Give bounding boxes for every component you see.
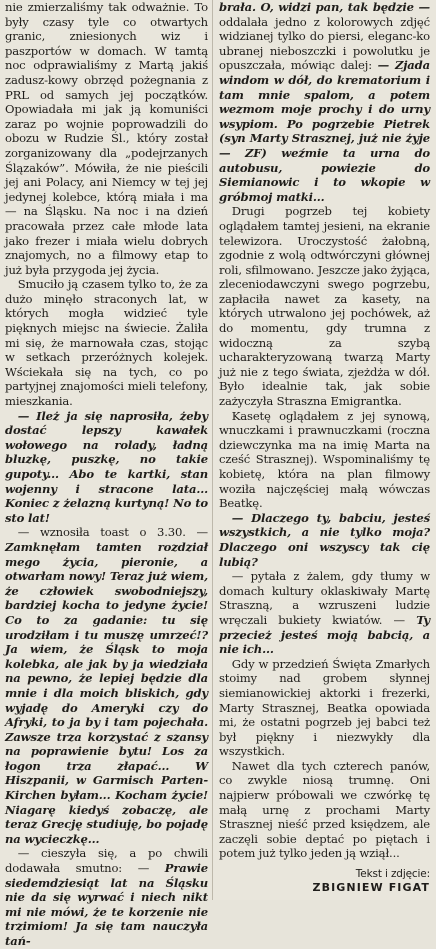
text-run: Drugi pogrzeb tej kobiety oglądałem tamtej jesieni, na ekranie telewizora. Uroczystość żałobną, zgodnie z wolą odtwórczyni głównej roli, sfilmowano. Jeszcze jako żyjąca, zleceniodawczyni swego pogrzebu, zapłaciła nawet za kasety, na których utrwalono jej pochówek, aż do momentu, gdy trumna z widoczną za szybą ucharakteryzowaną twarzą Marty już nie z tego świata, zjeżdża w dół. Było idealnie tak, jak sobie zażyczyła Straszna Emigrantka. [219, 204, 430, 409]
paragraph [219, 759, 430, 861]
text-run: oddalała jedno z kolorowych zdjęć widzianej tylko do piersi, eleganc-ko ubranej nieboszczki i powolutku je opuszczała, mówiąc dalej: [219, 14, 430, 73]
text-run: — cieszyła się, a po chwili dodawała smutno: — [5, 846, 208, 876]
text-run: — Zjada windom w dół, do krematorium i tam mnie spalom, a potem wezmom moje prochy i do urny wsypiom. Po pogrzebie Pietrek (syn Marty Strasznej, już nie żyje — ZF) weźmie ta urna do autobusu, powiezie do Siemianowic i to wkopie w gróbmoj matki... [219, 58, 430, 204]
text-run: brała. O, widzi pan, tak będzie — [219, 0, 430, 14]
byline [219, 867, 430, 895]
paragraph [5, 409, 208, 526]
column-divider [212, 0, 213, 900]
text-run: — wznosiła toast o 3.30. — [17, 525, 208, 540]
byline-author: ZBIGNIEW FIGAT [312, 881, 430, 895]
paragraph [219, 657, 430, 759]
byline-label: Tekst i zdjęcie: [355, 868, 430, 881]
left-column [5, 0, 208, 949]
paragraph [219, 204, 430, 408]
paragraph [5, 0, 208, 277]
paragraph [219, 569, 430, 657]
paragraph [219, 511, 430, 569]
paragraph [5, 525, 208, 846]
right-column-body [219, 0, 430, 861]
paragraph [219, 409, 430, 511]
text-run: To były czasy tyle co otwartych granic, zniesionych wiz i paszportów w domach. W tamtą noc odprawialiśmy z Martą jakiś zadusz-kowy obrzęd pożegnania z PRL od samych jej początków. Opowiadała mi jak ją komuniści zaraz po wojnie poprowadzili do obozu w Rudzie Śl., który został zorganizowany dla „podejrzanych Ślązaków”. Mówiła, że nie pieścili jej ani Polacy, ani Niemcy w tej jej jedynej kolebce, którą miała i ma — na Śląsku. Na noc i na dzień pracowała przez całe młode lata jako frezer i miała wielu dobrych znajomych, no a filmowy etap to już była przygoda jej życia. [5, 0, 208, 277]
text-run: — pytała z żalem, gdy tłumy w domach kultury oklaskiwały Martę Straszną, a wzruszeni ludzie wręczali bukiety kwiatów. — [219, 569, 430, 627]
paragraph [5, 277, 208, 408]
text-run: Ty przecież jesteś moją babcią, a nie ich... [219, 612, 430, 657]
text-run: Kasetę oglądałem z jej synową, wnuczkami i prawnuczkami (roczna dziewczynka ma na imię Marta na cześć Strasznej). Wspominaliśmy tę kobietę, która na plan filmowy woziła najczęściej małą wówczas Beatkę. [219, 408, 430, 511]
paragraph [5, 846, 208, 948]
text-run: Gdy w przedzień Święta Zmarłych stoimy nad grobem słynnej siemianowickiej aktorki i frezerki, Marty Strasznej, Beatka opowiada mi, że ostatni pogrzeb jej babci też był piękny i niezwykły dla wszystkich. [219, 656, 430, 759]
text-run: — Dlaczego ty, babciu, jesteś wszystkich, a nie tylko moja? Dlaczego oni wszyscy tak cię lubią? [219, 510, 430, 569]
text-run: Nawet dla tych czterech panów, co zwykle niosą trumnę. Oni najpierw próbowali we czwórkę tę małą urnę z prochami Marty Strasznej nieść przed księdzem, ale zaczęli sobie deptać po piętach i potem już tylko jeden ją wziął... [219, 758, 430, 861]
text-run: nie zmierzaliśmy tak odważnie. [5, 0, 190, 14]
text-run: — Ileż ja się naprosiła, żeby dostać lepszy kawałek wołowego na rolady, ładną bluzkę, puszkę, no takie gupoty... Abo te kartki, stan wojenny i stracone lata... Koniec z żelazną kurtyną! No to sto lat! [5, 408, 208, 525]
paragraph [219, 0, 430, 204]
text-run: Zamknęłam tamten rozdział mego życia, pieronie, a otwarłam nowy! Teraz już wiem, że człowiek swobodniejszy, bardziej kocha to jedyne życie! Co to za gadanie: tu się urodziłam i tu muszę umrzeć!? Ja wiem, że Śląsk to moja kolebka, ale jak by ja wiedziała na pewno, że lepiej będzie dla mnie i dla moich bliskich, gdy wyjadę do Ameryki czy do Afryki, to ja by i tam pojechała. Zawsze trza korzystać z szansy na poprawienie bytu! Los za łogon trza złapać... W Hiszpanii, w Garmisch Parten-Kirchen byłam... Kocham życie! Niagarę kiedyś zobaczę, ale teraz Grecję studiuję, bo pojadę na wycieczkę... [5, 539, 208, 846]
text-run: Smuciło ją czasem tylko to, że za dużo minęło straconych lat, w których mogła widzieć tyle pięknych miejsc na świecie. Żaliła mi się, że marnowała czas, stojąc w setkach przeróżnych kolejek. Wściekała się na tych, co po partyjnej znajomości mieli telefony, mieszkania. [5, 277, 208, 409]
right-column [219, 0, 430, 895]
text-run: Prawie siedemdziesiąt lat na Śląsku nie da się wyrwać i niech nikt mi nie mówi, że te korzenie nie trzimiom! Ja się tam nauczyła tań- [5, 861, 208, 948]
